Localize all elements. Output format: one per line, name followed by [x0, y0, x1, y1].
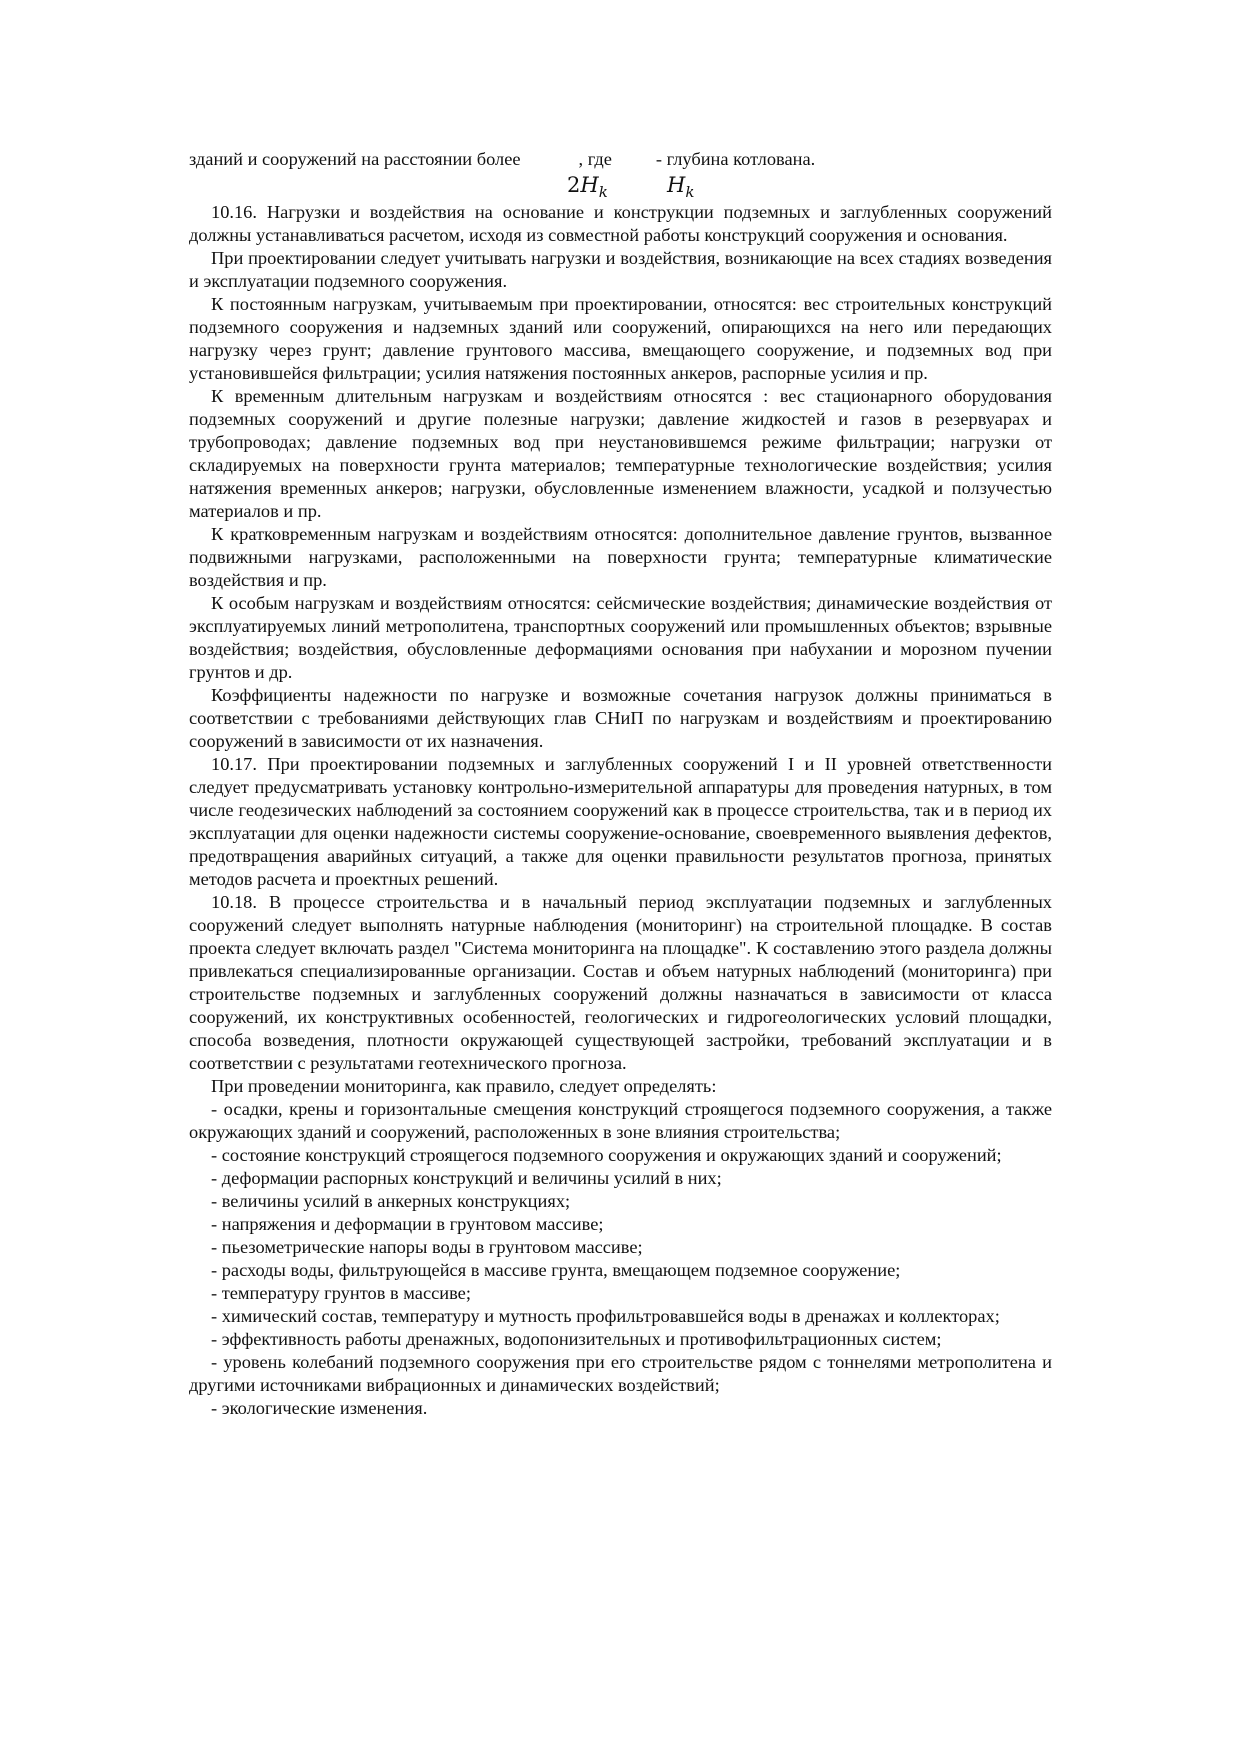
intro-text-after: - глубина котлована. — [655, 149, 816, 169]
paragraph-special-loads: К особым нагрузкам и воздействиям относятся: сейсмические воздействия; динамические воздействия от эксплуатируемых линий метрополитена, транспортных сооружений или промышленных объектов; взрывные воздействия; воздействия, обусловленные деформациями основания при набухании и морозном пучении грунтов и др. — [189, 593, 1052, 682]
paragraph-permanent-loads: К постоянным нагрузкам, учитываемым при проектировании, относятся: вес строительных конструкций подземного сооружения и надземных зданий или сооружений, опирающихся на него или передающих нагрузку через грунт; давление грунтового массива, вмещающего сооружение, и подземных вод при установившейся фильтрации; усилия натяжения постоянных анкеров, распорные усилия и пр. — [189, 294, 1052, 383]
formula-row — [189, 171, 1052, 199]
paragraph-loads-stages: При проектировании следует учитывать нагрузки и воздействия, возникающие на всех стадиях возведения и эксплуатации подземного сооружения. — [189, 248, 1052, 291]
paragraph-10-18: 10.18. В процессе строительства и в начальный период эксплуатации подземных и заглубленных сооружений следует выполнять натурные наблюдения (мониторинг) на строительной площадке. В состав проекта следует включать раздел "Система мониторинга на площадке". К составлению этого раздела должны привлекаться специализированные организации. Состав и объем натурных наблюдений (мониторинга) при строительстве подземных и заглубленных сооружений должны назначаться в зависимости от класса сооружений, их конструктивных особенностей, геологических и гидрогеологических условий площадки, способа возведения, плотности окружающей существующей застройки, требований эксплуатации и в соответствии с результатами геотехнического прогноза. — [189, 892, 1052, 1073]
intro-text-middle: , где — [578, 149, 612, 169]
list-item: - деформации распорных конструкций и величины усилий в них; — [211, 1168, 722, 1188]
list-item: - пьезометрические напоры воды в грунтовом массиве; — [211, 1237, 643, 1257]
paragraph-short-term-loads: К кратковременным нагрузкам и воздействиям относятся: дополнительное давление грунтов, вызванное подвижными нагрузками, расположенными на поверхности грунта; температурные климатические воздействия и пр. — [189, 524, 1052, 590]
list-item: - состояние конструкций строящегося подземного сооружения и окружающих зданий и сооружений; — [211, 1145, 1002, 1165]
formula-hk: $H_k$ — [667, 173, 695, 201]
paragraph-10-16: 10.16. Нагрузки и воздействия на основание и конструкции подземных и заглубленных сооружений должны устанавливаться расчетом, исходя из совместной работы конструкций сооружения и основания. — [189, 202, 1052, 245]
list-item: - экологические изменения. — [211, 1398, 428, 1418]
list-item: - величины усилий в анкерных конструкциях; — [211, 1191, 571, 1211]
paragraph-reliability-coefficients: Коэффициенты надежности по нагрузке и возможные сочетания нагрузок должны приниматься в соответствии с требованиями действующих глав СНиП по нагрузкам и воздействиям и проектированию сооружений в зависимости от их назначения. — [189, 685, 1052, 751]
list-item: - расходы воды, фильтрующейся в массиве грунта, вмещающем подземное сооружение; — [211, 1260, 901, 1280]
paragraph-long-term-loads: К временным длительным нагрузкам и воздействиям относятся : вес стационарного оборудования подземных сооружений и другие полезные нагрузки; давление жидкостей и газов в резервуарах и трубопроводах; давление подземных вод при неустановившемся режиме фильтрации; нагрузки от складируемых на поверхности грунта материалов; температурные технологические воздействия; усилия натяжения временных анкеров; нагрузки, обусловленные изменением влажности, усадкой и ползучестью материалов и пр. — [189, 386, 1052, 521]
intro-line — [189, 148, 1052, 171]
list-item: - уровень колебаний подземного сооружения при его строительстве рядом с тоннелями метрополитена и другими источниками вибрационных и динамических воздействий; — [189, 1352, 1052, 1395]
paragraph-10-17: 10.17. При проектировании подземных и заглубленных сооружений I и II уровней ответственности следует предусматривать установку контрольно-измерительной аппаратуры для проведения натурных, в том числе геодезических наблюдений за состоянием сооружений как в процессе строительства, так и в период их эксплуатации для оценки надежности системы сооружение-основание, своевременного выявления дефектов, предотвращения аварийных ситуаций, а также для оценки правильности результатов прогноза, принятых методов расчета и проектных решений. — [189, 754, 1052, 889]
list-item: - напряжения и деформации в грунтовом массиве; — [211, 1214, 604, 1234]
intro-text-before: зданий и сооружений на расстоянии более — [189, 149, 521, 169]
document-page — [189, 148, 1052, 1420]
formula-2hk: $2H_k$ — [567, 173, 608, 201]
list-item: - химический состав, температуру и мутность профильтровавшейся воды в дренажах и коллекторах; — [211, 1306, 1000, 1326]
paragraph-monitoring-intro: При проведении мониторинга, как правило, следует определять: — [211, 1076, 717, 1096]
list-item: - температуру грунтов в массиве; — [211, 1283, 471, 1303]
list-item: - эффективность работы дренажных, водопонизительных и противофильтрационных систем; — [211, 1329, 942, 1349]
list-item: - осадки, крены и горизонтальные смещения конструкций строящегося подземного сооружения, а также окружающих зданий и сооружений, расположенных в зоне влияния строительства; — [189, 1099, 1052, 1142]
